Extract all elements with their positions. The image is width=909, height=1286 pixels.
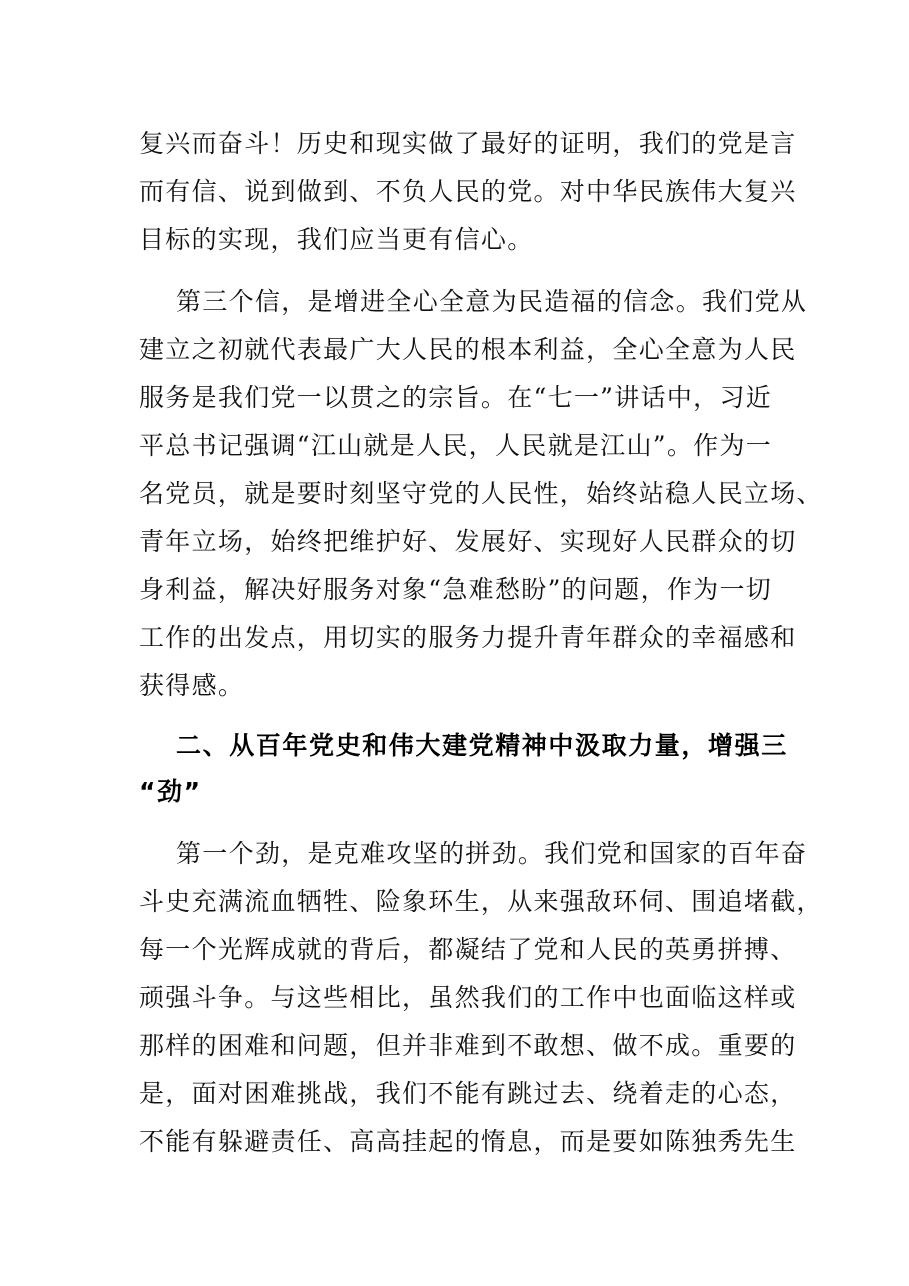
para2-line-3: 服务是我们党一以贯之的宗旨。在“七一”讲话中，习近 — [139, 383, 773, 412]
para3-line-4: 顽强斗争。与这些相比，虽然我们的工作中也面临这样或 — [139, 983, 797, 1012]
para2-line-9: 获得感。 — [139, 671, 245, 700]
section-heading-line-2: “劲” — [139, 777, 202, 806]
para3-line-6: 是，面对困难挑战，我们不能有跳过去、绕着走的心态， — [139, 1079, 797, 1108]
section-heading-line-1: 二、从百年党史和伟大建党精神中汲取力量，增强三 — [176, 731, 788, 760]
para1-line-1: 复兴而奋斗！历史和现实做了最好的证明，我们的党是言 — [139, 129, 797, 158]
para3-line-5: 那样的困难和问题，但并非难到不敢想、做不成。重要的 — [139, 1031, 797, 1060]
para2-line-4: 平总书记强调“江山就是人民，人民就是江山”。作为一 — [139, 431, 773, 460]
para2-line-7: 身利益，解决好服务对象“急难愁盼”的问题，作为一切 — [139, 575, 773, 604]
para3-line-3: 每一个光辉成就的背后，都凝结了党和人民的英勇拼搏、 — [139, 935, 797, 964]
para3-line-1: 第一个劲，是克难攻坚的拼劲。我们党和国家的百年奋 — [176, 839, 808, 868]
para2-line-8: 工作的出发点，用切实的服务力提升青年群众的幸福感和 — [139, 623, 797, 652]
para3-line-2: 斗史充满流血牺牲、险象环生，从来强敌环伺、围追堵截， — [139, 887, 823, 916]
para2-line-2: 建立之初就代表最广大人民的根本利益，全心全意为人民 — [139, 335, 797, 364]
para2-line-1: 第三个信，是增进全心全意为民造福的信念。我们党从 — [176, 287, 808, 316]
para1-line-3: 目标的实现，我们应当更有信心。 — [139, 225, 534, 254]
para2-line-5: 名党员，就是要时刻坚守党的人民性，始终站稳人民立场、 — [139, 479, 823, 508]
para3-line-7: 不能有躲避责任、高高挂起的惰息，而是要如陈独秀先生 — [139, 1127, 797, 1156]
para1-line-2: 而有信、说到做到、不负人民的党。对中华民族伟大复兴 — [139, 177, 797, 206]
para2-line-6: 青年立场，始终把维护好、发展好、实现好人民群众的切 — [139, 527, 797, 556]
